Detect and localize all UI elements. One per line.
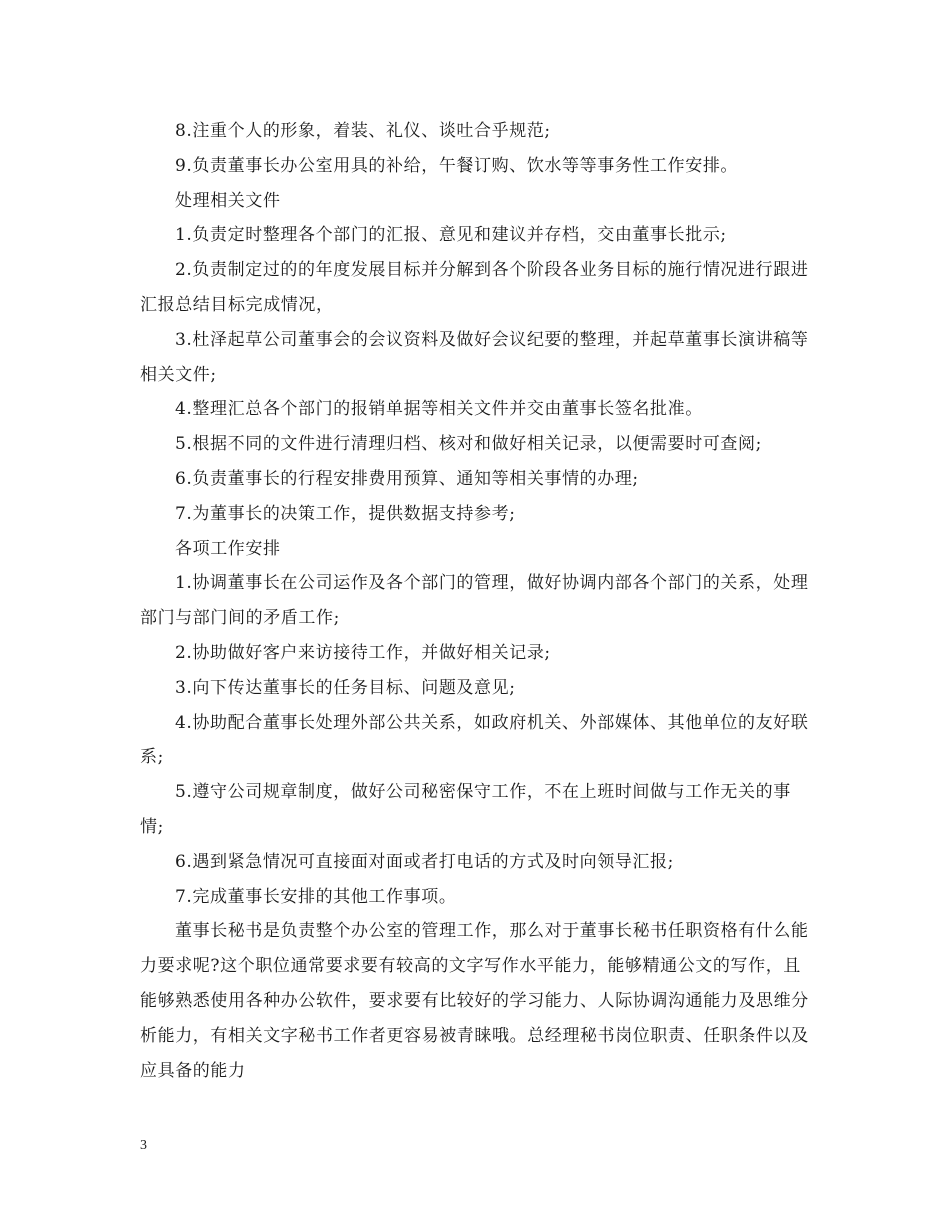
list-item: 3.向下传达董事长的任务目标、问题及意见; bbox=[175, 677, 516, 698]
list-item: 3.杜泽起草公司董事会的会议资料及做好会议纪要的整理，并起草董事长演讲稿等相关文件; bbox=[140, 329, 809, 385]
section-heading: 各项工作安排 bbox=[175, 538, 281, 559]
list-item: 1.负责定时整理各个部门的汇报、意见和建议并存档，交由董事长批示; bbox=[175, 225, 727, 246]
list-item: 2.负责制定过的的年度发展目标并分解到各个阶段各业务目标的施行情况进行跟进汇报总结目标完成情况， bbox=[140, 260, 809, 315]
document-body bbox=[140, 114, 812, 1088]
list-item: 6.遇到紧急情况可直接面对面或者打电话的方式及时向领导汇报; bbox=[175, 851, 674, 872]
list-item: 6.负责董事长的行程安排费用预算、通知等相关事情的办理; bbox=[175, 468, 639, 489]
list-item: 7.为董事长的决策工作，提供数据支持参考; bbox=[175, 503, 516, 524]
list-item: 7.完成董事长安排的其他工作事项。 bbox=[175, 886, 457, 907]
list-item: 1.协调董事长在公司运作及各个部门的管理，做好协调内部各个部门的关系，处理部门与部门间的矛盾工作; bbox=[140, 573, 809, 629]
section-heading: 处理相关文件 bbox=[175, 190, 281, 211]
list-item: 5.遵守公司规章制度，做好公司秘密保守工作，不在上班时间做与工作无关的事情; bbox=[140, 782, 791, 837]
list-item: 2.协助做好客户来访接待工作，并做好相关记录; bbox=[175, 642, 551, 663]
list-item: 9.负责董事长办公室用具的补给，午餐订购、饮水等等事务性工作安排。 bbox=[175, 155, 739, 176]
body-paragraph: 董事长秘书是负责整个办公室的管理工作，那么对于董事长秘书任职资格有什么能力要求呢?这个职位通常要求要有较高的文字写作水平能力，能够精通公文的写作，且能够熟悉使用各种办公软件，要求要有比较好的学习能力、人际协调沟通能力及思维分析能力，有相关文字秘书工作者更容易被青睐哦。总经理秘书岗位职责、任职条件以及应具备的能力 bbox=[140, 921, 809, 1081]
list-item: 4.协助配合董事长处理外部公共关系，如政府机关、外部媒体、其他单位的友好联系; bbox=[140, 712, 809, 768]
list-item: 8.注重个人的形象，着装、礼仪、谈吐合乎规范; bbox=[175, 121, 551, 141]
page-number: 3 bbox=[140, 1138, 147, 1153]
list-item: 4.整理汇总各个部门的报销单据等相关文件并交由董事长签名批准。 bbox=[175, 399, 703, 420]
list-item: 5.根据不同的文件进行清理归档、核对和做好相关记录，以便需要时可查阅; bbox=[175, 434, 762, 455]
